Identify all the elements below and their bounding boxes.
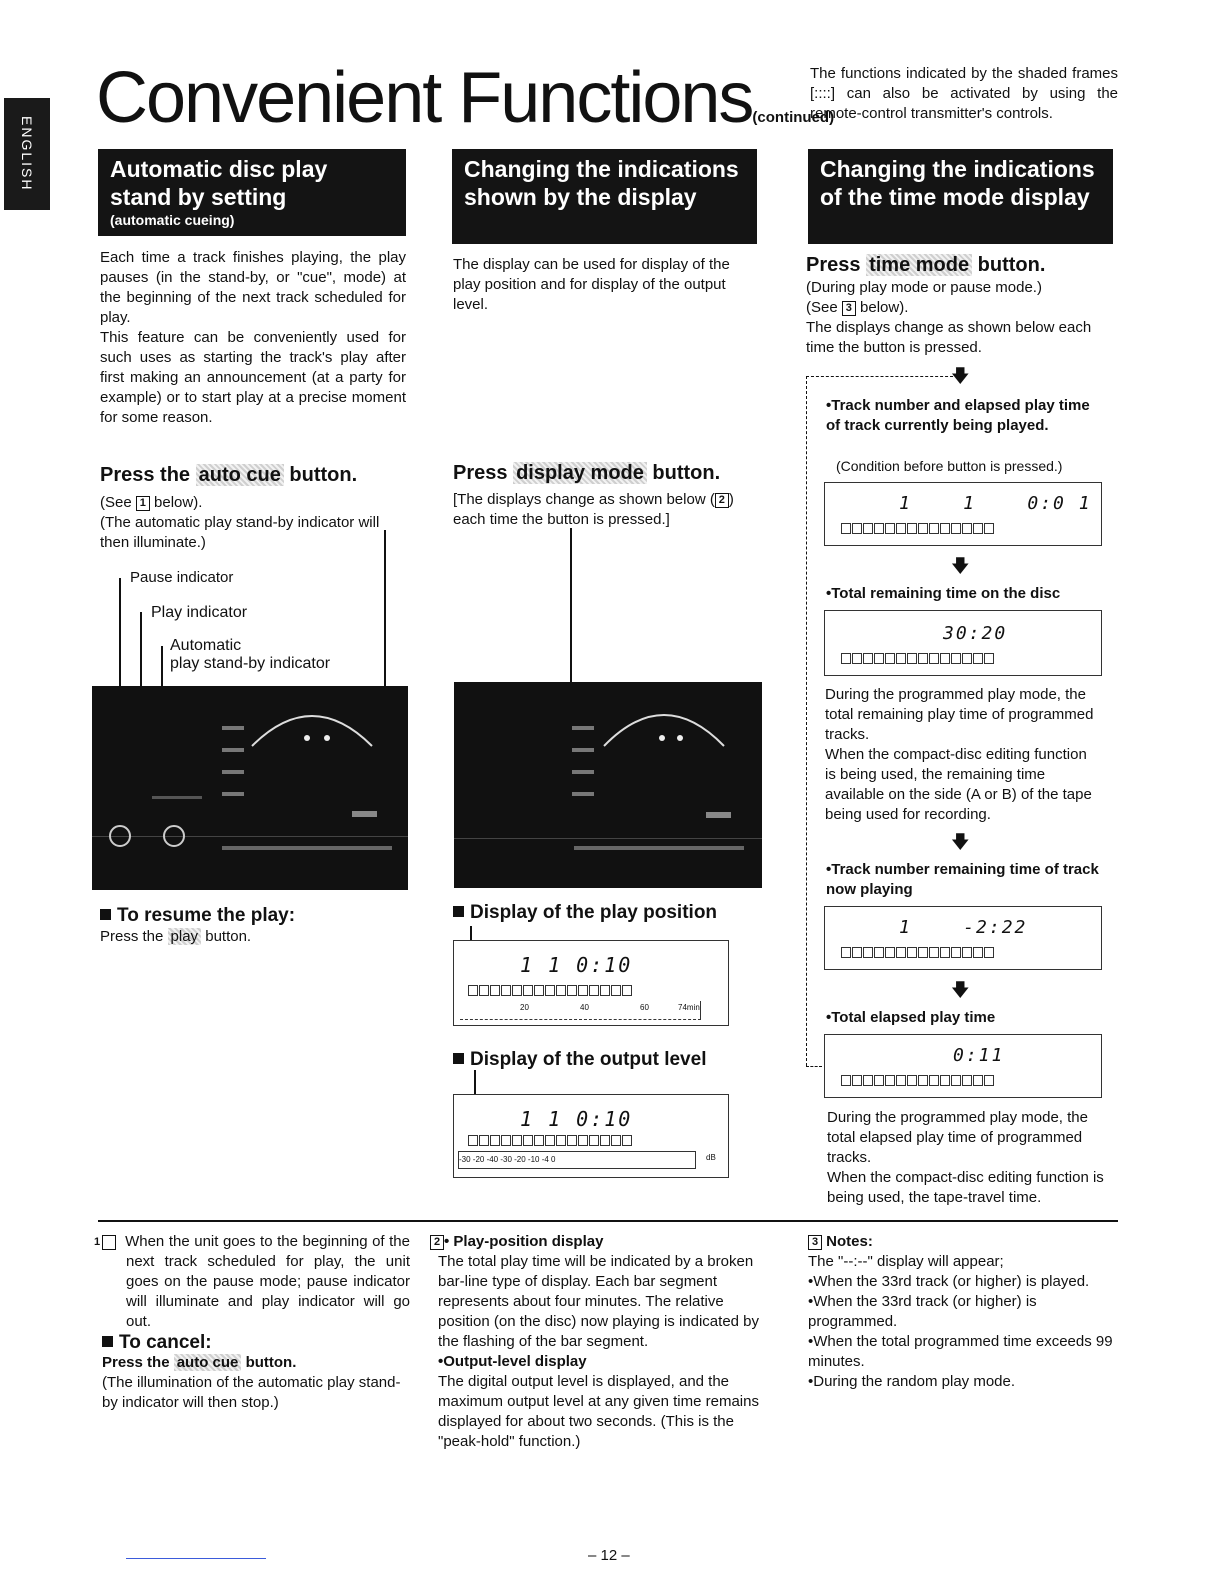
- step-4-paragraph-1: During the programmed play mode, the total elapsed play time of programmed tracks.: [827, 1109, 1088, 1166]
- track-number-cells: [468, 1135, 633, 1149]
- section-header-time-mode: [808, 149, 1113, 244]
- page-title: [96, 58, 834, 158]
- resume-suffix: button.: [201, 928, 252, 945]
- auto-cue-button-label[interactable]: auto cue: [196, 464, 284, 486]
- down-arrow-icon: 🡇: [951, 980, 970, 1000]
- press-display-mode-instruction: [453, 462, 720, 485]
- notes-intro: The "--:--" display will appear;: [808, 1253, 1004, 1270]
- step-4-paragraph-2: When the compact-disc editing function is being used, the tape-travel time.: [827, 1169, 1104, 1206]
- footnote-ref-1: 1: [136, 496, 150, 511]
- notes-item: •When the 33rd track (or higher) is programmed.: [808, 1293, 1037, 1330]
- time-mode-header-text: Changing the indications of the time mode display: [820, 156, 1095, 210]
- step-2-paragraph-1: During the programmed play mode, the total remaining play time of programmed tracks.: [825, 686, 1094, 743]
- resume-instruction: [100, 927, 251, 947]
- step-2-heading: •Total remaining time on the disc: [826, 585, 1061, 602]
- lcd-track-elapsed-readout: 1 1 0:0 1: [899, 493, 1092, 514]
- press-suffix: button.: [241, 1354, 297, 1371]
- square-bullet: [453, 1053, 464, 1064]
- footnote-3: [808, 1232, 1118, 1392]
- change-suffix: ) each time the button is pressed.]: [453, 491, 734, 528]
- notes-heading: Notes:: [826, 1233, 873, 1250]
- press-suffix: button.: [972, 254, 1046, 276]
- output-level-heading: [453, 1049, 706, 1071]
- language-tab-label: ENGLISH: [19, 116, 35, 192]
- lcd-track-remaining: [824, 906, 1102, 970]
- lcd-total-remaining-readout: 30:20: [943, 623, 1008, 644]
- cd-player-panel-photo-2: [454, 682, 762, 888]
- footnote-ref-3: 3: [842, 301, 856, 316]
- step-1-condition: (Condition before button is pressed.): [836, 458, 1063, 474]
- press-prefix: Press: [453, 462, 514, 484]
- footnote-1: [93, 1232, 410, 1413]
- see-suffix: below).: [855, 299, 909, 316]
- square-bullet: [102, 1336, 113, 1347]
- square-bullet: [100, 909, 111, 920]
- output-level-display-heading: •Output-level display: [438, 1353, 587, 1370]
- cycle-loop-bottom: [806, 1066, 822, 1067]
- press-time-mode-instruction: [806, 254, 1045, 277]
- see-prefix: (See: [806, 299, 842, 316]
- track-number-cells: [468, 985, 633, 999]
- display-description: The display can be used for display of the play position and for display of the output level.: [453, 256, 730, 313]
- step-4-description: [827, 1108, 1105, 1208]
- press-auto-cue-instruction: [100, 464, 357, 487]
- see-suffix: below).: [149, 494, 203, 511]
- output-level-lcd: [453, 1094, 729, 1178]
- notes-item: •During the random play mode.: [808, 1373, 1016, 1390]
- footer-link-line: [126, 1558, 266, 1559]
- illumination-note: (The automatic play stand-by indicator will then illuminate.): [100, 514, 380, 551]
- down-arrow-icon: 🡇: [951, 832, 970, 852]
- cd-player-panel-drawing-2: [454, 682, 762, 888]
- cancel-instruction: [102, 1353, 410, 1373]
- lcd-track-remaining-readout: 1 -2:22: [899, 917, 1028, 938]
- output-level-bar: -30 -20 -40 -30 -20 -10 -4 0: [458, 1151, 696, 1169]
- lcd-total-elapsed-readout: 0:11: [953, 1045, 1005, 1066]
- press-prefix: Press: [806, 254, 867, 276]
- press-suffix: button.: [646, 462, 721, 484]
- page-title-suffix: (continued): [752, 109, 835, 126]
- step-3-heading: •Track number remaining time of track now playing: [826, 861, 1099, 898]
- time-mode-during: (During play mode or pause mode.): [806, 279, 1042, 296]
- header-subtitle: (automatic cueing): [110, 212, 235, 228]
- step-2-paragraph-2: When the compact-disc editing function is being used, the remaining time available on the side (A or B) of the tape being used for recording.: [825, 746, 1092, 823]
- footnote-marker-1: 1: [102, 1235, 116, 1250]
- scale-74min: 74min: [678, 1003, 700, 1012]
- language-tab: [4, 98, 50, 210]
- cancel-heading-text: To cancel:: [119, 1332, 212, 1353]
- footnote-marker-3: 3: [808, 1235, 822, 1250]
- pause-indicator-label: Pause indicator: [130, 569, 234, 586]
- track-number-cells: [841, 947, 995, 961]
- down-arrow-icon: 🡇: [951, 366, 970, 386]
- header-line-1: Automatic disc play: [110, 156, 328, 182]
- lcd-total-remaining: [824, 610, 1102, 676]
- header-line-2: stand by setting: [110, 184, 287, 210]
- press-suffix: button.: [283, 464, 358, 486]
- footnote-divider: [98, 1220, 1118, 1222]
- footnote-2: [430, 1232, 760, 1452]
- footnote-marker-2: 2: [430, 1235, 444, 1250]
- down-arrow-icon: 🡇: [951, 556, 970, 576]
- output-level-heading-text: Display of the output level: [470, 1049, 707, 1070]
- press-prefix: Press the: [100, 464, 196, 486]
- notes-item: •When the 33rd track (or higher) is played.: [808, 1273, 1090, 1290]
- notes-item: •When the total programmed time exceeds 99 minutes.: [808, 1333, 1113, 1370]
- scale-60: 60: [640, 1003, 649, 1012]
- track-number-cells: [841, 523, 995, 537]
- see-prefix: (See: [100, 494, 136, 511]
- display-mode-button-label[interactable]: display mode: [513, 462, 647, 484]
- resume-prefix: Press the: [100, 928, 168, 945]
- cycle-loop-top: [806, 376, 958, 377]
- play-indicator-label: Play indicator: [151, 604, 248, 621]
- page-title-main: Convenient Functions: [96, 58, 753, 138]
- scale-20: 20: [520, 1003, 529, 1012]
- lcd-track-elapsed: [824, 482, 1102, 546]
- display-header-text: Changing the indications shown by the display: [464, 156, 739, 210]
- auto-cue-see-note: [100, 493, 410, 553]
- time-mode-paragraph: The displays change as shown below each time the button is pressed.: [806, 319, 1092, 356]
- play-position-lcd-readout: 1 1 0:10: [520, 953, 633, 977]
- press-prefix: Press the: [102, 1354, 174, 1371]
- play-position-display-heading: • Play-position display: [444, 1233, 604, 1250]
- play-position-bar: [460, 1001, 701, 1020]
- section-header-auto-cue: [98, 149, 406, 236]
- scale-40: 40: [580, 1003, 589, 1012]
- auto-cue-paragraph-2: This feature can be conveniently used for such uses as starting the track's play after first making an announcement (at a party for example) or to start play at a precise moment for some reason.: [100, 329, 406, 426]
- output-level-unit: dB: [706, 1153, 716, 1162]
- shaded-frame-note: The functions indicated by the shaded frames [::::] can also be activated by using the remote-control transmitter's controls.: [810, 65, 1118, 122]
- change-prefix: [The displays change as shown below (: [453, 491, 715, 508]
- auto-cue-paragraph-1: Each time a track finishes playing, the play pauses (in the stand-by, or "cue", mode) at the beginning of the next track scheduled for play.: [100, 249, 406, 326]
- auto-label-line-2: play stand-by indicator: [170, 655, 331, 672]
- cd-player-panel-drawing: [92, 686, 408, 890]
- display-change-note: [453, 490, 761, 530]
- footnote-ref-2: 2: [715, 493, 729, 508]
- cd-player-panel-photo-1: [92, 686, 408, 890]
- square-bullet: [453, 906, 464, 917]
- play-position-lcd: [453, 940, 729, 1026]
- lcd-total-elapsed: [824, 1034, 1102, 1098]
- auto-cue-description: [100, 248, 406, 428]
- cycle-loop-side: [806, 376, 807, 1066]
- time-mode-intro: [806, 278, 1116, 358]
- output-level-lcd-readout: 1 1 0:10: [520, 1107, 633, 1131]
- play-position-display-text: The total play time will be indicated by a broken bar-line type of display. Each bar segment represents about four minutes. The relative position (on the disc) now playing is indicated by the flashing of the bar segment.: [438, 1253, 760, 1350]
- step-4-heading: •Total elapsed play time: [826, 1009, 996, 1026]
- resume-heading: [100, 905, 295, 927]
- page-number: – 12 –: [588, 1547, 630, 1564]
- track-number-cells: [841, 1075, 995, 1089]
- output-level-display-text: The digital output level is displayed, and the maximum output level at any given time remains displayed for about two seconds. (This is the "peak-hold" function.): [438, 1373, 759, 1450]
- auto-label-line-1: Automatic: [170, 637, 242, 654]
- auto-cue-button-label[interactable]: auto cue: [174, 1354, 242, 1371]
- step-1-heading: •Track number and elapsed play time of track currently being played.: [826, 397, 1090, 434]
- auto-standby-indicator-label: [170, 637, 330, 673]
- play-button-label[interactable]: play: [168, 928, 202, 945]
- play-position-heading-text: Display of the play position: [470, 902, 718, 923]
- cancel-heading: [102, 1333, 410, 1353]
- footnote-1-text: When the unit goes to the beginning of the next track scheduled for play, the unit goes on the pause mode; pause indicator will illuminate and play indicator will go out.: [125, 1233, 410, 1330]
- play-position-heading: [453, 902, 717, 924]
- resume-heading-text: To resume the play:: [117, 905, 296, 926]
- cancel-note: (The illumination of the automatic play stand-by indicator will then stop.): [102, 1374, 401, 1411]
- time-mode-button-label[interactable]: time mode: [866, 254, 972, 276]
- section-header-display: [452, 149, 757, 244]
- step-2-description: [825, 685, 1101, 825]
- track-number-cells: [841, 653, 995, 667]
